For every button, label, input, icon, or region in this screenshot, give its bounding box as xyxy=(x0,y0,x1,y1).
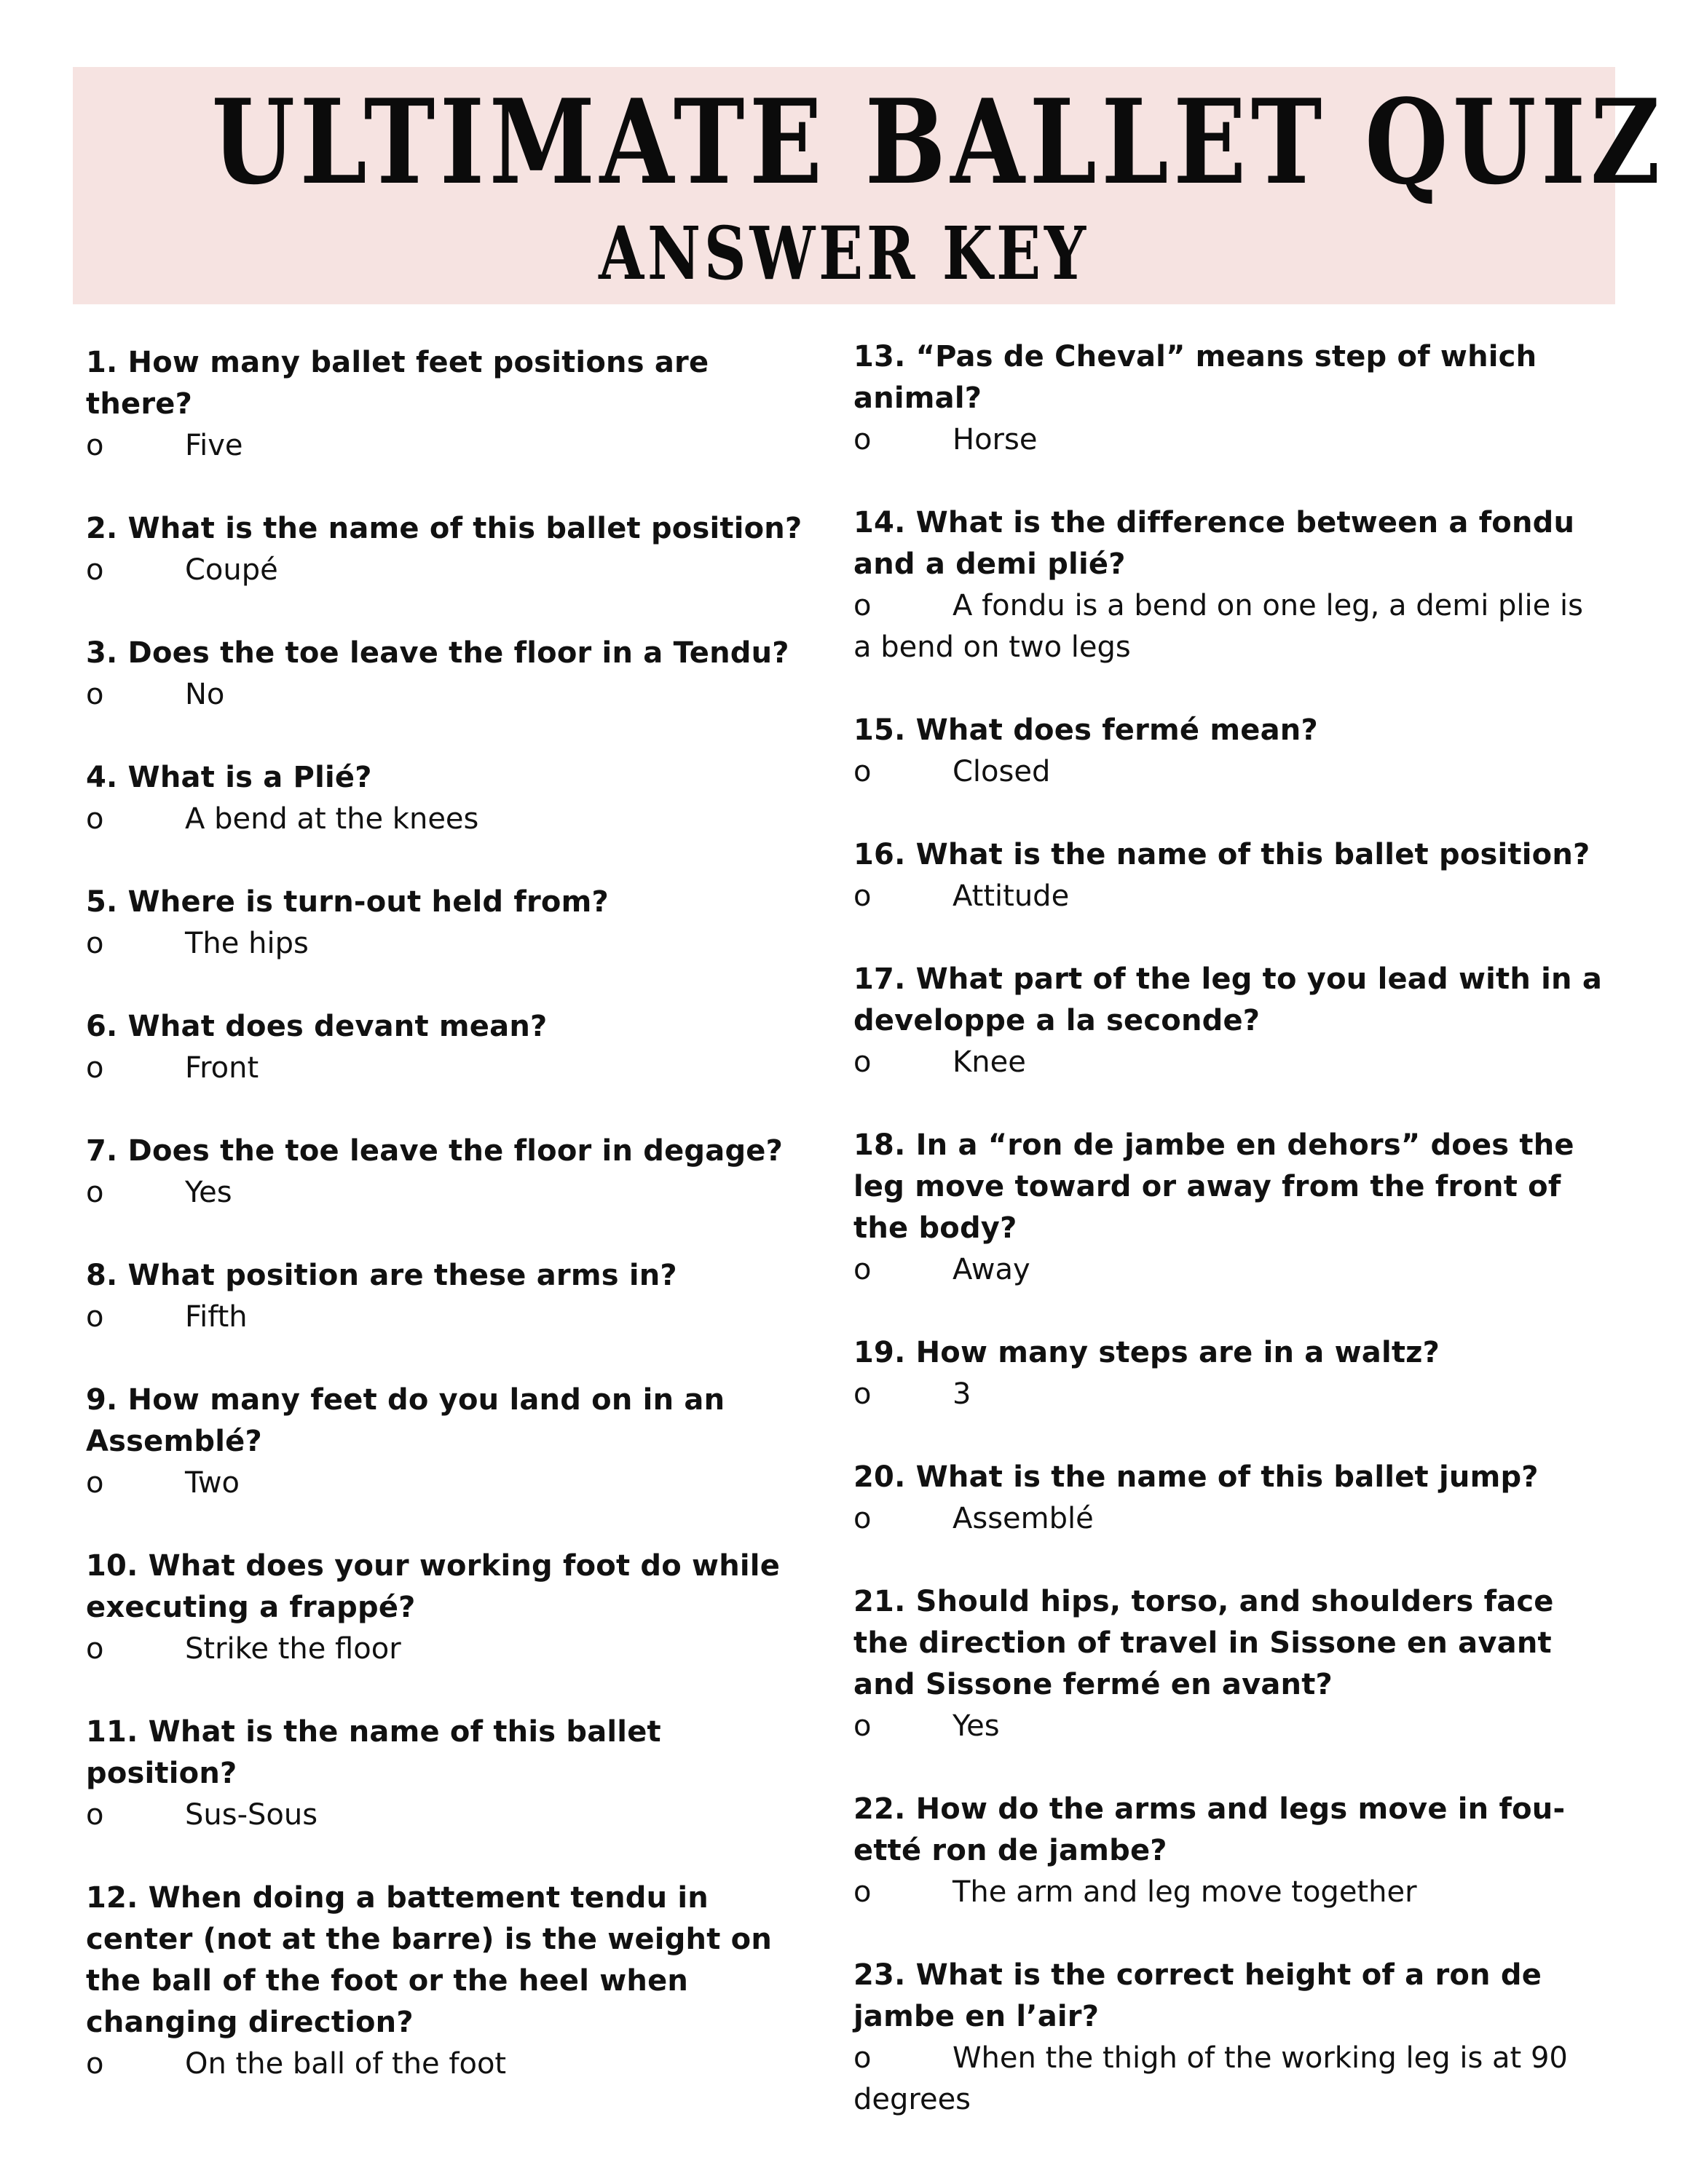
answer-value: Away xyxy=(953,1253,1030,1286)
answer-value: No xyxy=(185,678,225,711)
bullet-icon: o xyxy=(86,1466,104,1500)
answer-value: Attitude xyxy=(953,879,1070,913)
answer-value: Coupé xyxy=(185,553,278,587)
answer-value: Assemblé xyxy=(953,1502,1094,1535)
bullet-icon: o xyxy=(853,589,872,622)
question-text: 13. “Pas de Cheval” means step of which animal? xyxy=(853,340,1537,415)
answer-value: The arm and leg move together xyxy=(953,1875,1417,1909)
quiz-item-6 xyxy=(86,1006,814,1089)
quiz-item-7 xyxy=(86,1131,814,1214)
answer-text xyxy=(86,1629,814,1670)
bullet-icon: o xyxy=(853,1045,872,1079)
answer-value: 3 xyxy=(953,1377,971,1411)
answer-value: The hips xyxy=(185,927,309,960)
answer-text xyxy=(86,550,814,591)
answer-text xyxy=(853,1872,1604,1913)
answer-value: Horse xyxy=(953,423,1038,456)
question-text: 20. What is the name of this ballet jump? xyxy=(853,1460,1539,1494)
answer-text xyxy=(853,876,1604,917)
quiz-item-17 xyxy=(853,959,1604,1083)
bullet-icon: o xyxy=(853,1709,872,1743)
bullet-icon: o xyxy=(853,1502,872,1535)
quiz-item-23 xyxy=(853,1955,1604,2121)
bullet-icon: o xyxy=(86,2047,104,2081)
page-title: ULTIMATE BALLET QUIZ xyxy=(211,74,1665,210)
quiz-item-9 xyxy=(86,1380,814,1504)
bullet-icon: o xyxy=(86,553,104,587)
question-text: 19. How many steps are in a waltz? xyxy=(853,1336,1440,1369)
quiz-item-10 xyxy=(86,1546,814,1670)
answer-text xyxy=(86,1048,814,1089)
quiz-item-11 xyxy=(86,1712,814,1836)
answer-text xyxy=(86,2043,814,2085)
answer-value: Closed xyxy=(953,755,1051,788)
bullet-icon: o xyxy=(853,1875,872,1909)
bullet-icon: o xyxy=(86,1176,104,1209)
answer-text xyxy=(86,1795,814,1836)
quiz-item-16 xyxy=(853,834,1604,917)
question-text: 9. How many feet do you land on in an Assemblé? xyxy=(86,1383,725,1458)
bullet-icon: o xyxy=(853,879,872,913)
quiz-item-5 xyxy=(86,882,814,965)
answer-text xyxy=(853,1706,1604,1747)
bullet-icon: o xyxy=(853,2041,872,2075)
question-text: 8. What position are these arms in? xyxy=(86,1259,677,1292)
answer-text xyxy=(853,1249,1604,1291)
question-text: 18. In a “ron de jambe en dehors” does the leg move toward or away from the front of the body? xyxy=(853,1128,1574,1245)
answer-text xyxy=(853,585,1604,668)
answer-text xyxy=(853,751,1604,793)
answer-value: Front xyxy=(185,1051,259,1085)
bullet-icon: o xyxy=(86,1632,104,1666)
quiz-item-3 xyxy=(86,633,814,716)
quiz-item-8 xyxy=(86,1255,814,1338)
answer-value: On the ball of the foot xyxy=(185,2047,507,2081)
question-text: 2. What is the name of this ballet position? xyxy=(86,512,802,545)
bullet-icon: o xyxy=(853,423,872,456)
question-text: 6. What does devant mean? xyxy=(86,1010,548,1043)
quiz-item-18 xyxy=(853,1125,1604,1291)
quiz-item-22 xyxy=(853,1789,1604,1913)
quiz-item-4 xyxy=(86,757,814,840)
answer-text xyxy=(853,1374,1604,1415)
quiz-item-2 xyxy=(86,508,814,591)
question-text: 14. What is the difference between a fondu and a demi plié? xyxy=(853,506,1575,581)
question-text: 12. When doing a battement tendu in center (not at the barre) is the weight on the ball of the foot or the heel when changing direction? xyxy=(86,1881,773,2039)
question-text: 5. Where is turn-out held from? xyxy=(86,885,609,919)
page-subtitle: ANSWER KEY xyxy=(599,210,1089,296)
bullet-icon: o xyxy=(853,755,872,788)
answer-value: Fifth xyxy=(185,1300,248,1334)
answer-value: Strike the floor xyxy=(185,1632,401,1666)
answer-value: Two xyxy=(185,1466,240,1500)
quiz-item-21 xyxy=(853,1581,1604,1747)
question-text: 11. What is the name of this ballet position? xyxy=(86,1715,661,1790)
answer-value: Five xyxy=(185,429,243,462)
answer-text xyxy=(853,1042,1604,1083)
answer-value: A fondu is a bend on one leg, a demi plie is a bend on two legs xyxy=(853,589,1583,664)
question-text: 17. What part of the leg to you lead with in a developpe a la seconde? xyxy=(853,962,1603,1037)
quiz-item-12 xyxy=(86,1878,814,2085)
question-text: 4. What is a Plié? xyxy=(86,761,372,794)
answer-text xyxy=(86,923,814,965)
bullet-icon: o xyxy=(86,802,104,836)
answer-value: Knee xyxy=(953,1045,1026,1079)
answer-text xyxy=(853,419,1604,461)
answer-value: When the thigh of the working leg is at 90 degrees xyxy=(853,2041,1568,2116)
question-text: 3. Does the toe leave the floor in a Tendu? xyxy=(86,636,789,670)
bullet-icon: o xyxy=(86,678,104,711)
answer-text xyxy=(86,799,814,840)
bullet-icon: o xyxy=(86,1051,104,1085)
bullet-icon: o xyxy=(86,1300,104,1334)
answer-value: A bend at the knees xyxy=(185,802,479,836)
answer-text xyxy=(86,1463,814,1504)
quiz-item-19 xyxy=(853,1332,1604,1415)
bullet-icon: o xyxy=(86,927,104,960)
bullet-icon: o xyxy=(853,1253,872,1286)
bullet-icon: o xyxy=(86,1798,104,1832)
answer-text xyxy=(86,1172,814,1214)
question-text: 16. What is the name of this ballet position? xyxy=(853,838,1590,871)
question-text: 23. What is the correct height of a ron de jambe en l’air? xyxy=(853,1958,1542,2033)
answer-value: Sus-Sous xyxy=(185,1798,318,1832)
bullet-icon: o xyxy=(853,1377,872,1411)
answer-text xyxy=(86,425,814,467)
quiz-item-1 xyxy=(86,342,814,467)
right-question-column xyxy=(853,336,1604,2162)
answer-value: Yes xyxy=(953,1709,1000,1743)
question-text: 1. How many ballet feet positions are there? xyxy=(86,346,709,421)
quiz-item-15 xyxy=(853,710,1604,793)
bullet-icon: o xyxy=(86,429,104,462)
quiz-item-14 xyxy=(853,502,1604,668)
answer-text xyxy=(853,1498,1604,1540)
answer-value: Yes xyxy=(185,1176,232,1209)
answer-text xyxy=(86,1297,814,1338)
quiz-item-20 xyxy=(853,1457,1604,1540)
question-text: 7. Does the toe leave the floor in degage? xyxy=(86,1134,784,1168)
question-text: 21. Should hips, torso, and shoulders face the direction of travel in Sissone en avant and Sissone fermé en avant? xyxy=(853,1585,1554,1701)
answer-text xyxy=(86,674,814,716)
question-text: 22. How do the arms and legs move in fou-etté ron de jambe? xyxy=(853,1792,1566,1867)
left-question-column xyxy=(86,342,814,2126)
quiz-item-13 xyxy=(853,336,1604,461)
answer-text xyxy=(853,2038,1604,2121)
question-text: 15. What does fermé mean? xyxy=(853,713,1318,747)
question-text: 10. What does your working foot do while executing a frappé? xyxy=(86,1549,781,1624)
